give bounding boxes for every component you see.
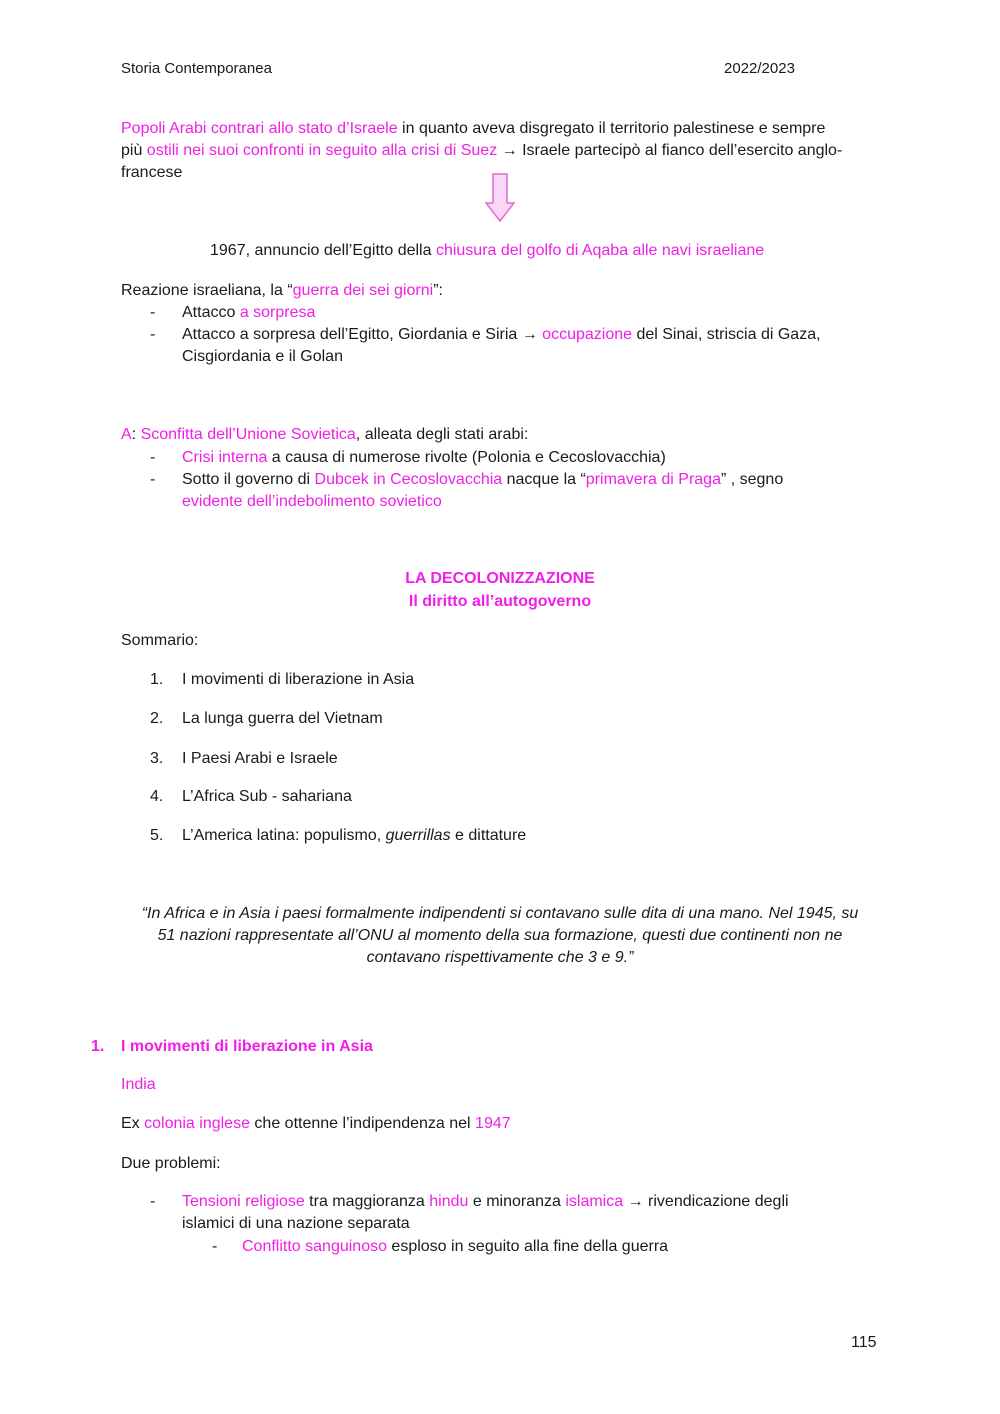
bullet-highlight: Crisi interna (182, 449, 268, 466)
bullet-dash: - (150, 1193, 156, 1210)
quote-text: “In Africa e in Asia i paesi formalmente indipendenti si contavano sulle dita di una mano. Nel 1945, su (141, 905, 859, 922)
summary-item-number: 3. (150, 750, 164, 767)
event-1967-text: 1967, annuncio dell’Egitto della (210, 242, 436, 259)
problem-bullet-1 (182, 1191, 789, 1213)
bullet-text: Sotto il governo di (182, 471, 315, 488)
summary-item (150, 669, 414, 691)
reaction-highlight: guerra dei sei giorni (292, 282, 434, 299)
india-highlight: 1947 (475, 1115, 511, 1132)
reaction-bullet-2-cont: Cisgiordania e il Golan (182, 348, 343, 365)
bullet-highlight: Tensioni religiose (182, 1193, 305, 1210)
page-number: 115 (851, 1334, 877, 1351)
summary-item-text: I movimenti di liberazione in Asia (182, 671, 415, 688)
intro-highlight: ostili nei suoi confronti in seguito alla crisi di Suez (146, 142, 498, 159)
india-paragraph (121, 1113, 511, 1135)
summary-item-number: 5. (150, 827, 164, 844)
bullet-text: ” , segno (720, 471, 784, 488)
header-year: 2022/2023 (724, 60, 795, 77)
soviet-bullet-2 (182, 469, 783, 491)
bullet-highlight: occupazione (542, 326, 633, 343)
bullet-dash: - (212, 1238, 218, 1255)
soviet-highlight: A (121, 426, 132, 443)
soviet-bullet-1 (182, 447, 666, 469)
bullet-highlight: islamica (565, 1193, 624, 1210)
bullet-highlight: Dubcek in Cecoslovacchia (314, 471, 503, 488)
section-title: I movimenti di liberazione in Asia (121, 1038, 373, 1055)
bullet-text: nacque la “ (502, 471, 586, 488)
intro-text: in quanto aveva disgregato il territorio palestinese e sempre (397, 120, 826, 137)
soviet-text: : (131, 426, 141, 443)
summary-item-text: e dittature (450, 827, 527, 844)
quote-line-2 (0, 925, 1000, 947)
intro-text: più (121, 142, 147, 159)
event-1967 (210, 240, 764, 262)
quote-text: contavano rispettivamente che 3 e 9.” (366, 949, 634, 966)
section-subtitle: India (121, 1076, 156, 1093)
quote-line-3 (0, 947, 1000, 969)
bullet-dash: - (150, 326, 156, 343)
summary-label: Sommario: (121, 632, 199, 649)
summary-item-text: La lunga guerra del Vietnam (182, 710, 383, 727)
soviet-heading (121, 424, 528, 446)
quote-line-1 (0, 903, 1000, 925)
reaction-bullet-2 (182, 324, 821, 346)
down-arrow-icon (484, 173, 516, 223)
summary-item-number: 2. (150, 710, 164, 727)
india-text: che ottenne l’indipendenza nel (249, 1115, 476, 1132)
summary-item-text: L’Africa Sub - sahariana (182, 788, 352, 805)
problems-label: Due problemi: (121, 1155, 221, 1172)
summary-item (150, 708, 383, 730)
summary-item-italic: guerrillas (385, 827, 451, 844)
summary-item (150, 825, 526, 847)
event-1967-highlight: chiusura del golfo di Aqaba alle navi israeliane (435, 242, 765, 259)
soviet-bullet-2-cont: evidente dell’indebolimento sovietico (182, 493, 442, 510)
bullet-highlight: primavera di Praga (585, 471, 721, 488)
soviet-text: , alleata degli stati arabi: (355, 426, 529, 443)
bullet-highlight: Conflitto sanguinoso (242, 1238, 387, 1255)
problem-sub-bullet (242, 1236, 668, 1258)
bullet-dash: - (150, 471, 156, 488)
intro-text: → Israele partecipò al fianco dell’esercito anglo- (497, 142, 843, 159)
bullet-text: Attacco (182, 304, 240, 321)
intro-line-2 (121, 140, 842, 162)
bullet-text: Attacco a sorpresa dell’Egitto, Giordania e Siria → (182, 326, 543, 343)
chapter-title: LA DECOLONIZZAZIONE (405, 570, 595, 587)
india-text: Ex (121, 1115, 145, 1132)
reaction-heading (121, 280, 443, 302)
summary-item (150, 748, 338, 770)
intro-line-1 (121, 118, 825, 140)
bullet-dash: - (150, 449, 156, 466)
summary-item-number: 4. (150, 788, 164, 805)
intro-line-3: francese (121, 164, 183, 181)
chapter-subtitle: Il diritto all’autogoverno (408, 593, 592, 610)
quote-text: 51 nazioni rappresentate all’ONU al momento della sua formazione, questi due continenti non ne (157, 927, 843, 944)
reaction-text: Reazione israeliana, la “ (121, 282, 293, 299)
intro-highlight: Popoli Arabi contrari allo stato d’Israele (121, 120, 398, 137)
bullet-highlight: a sorpresa (239, 304, 316, 321)
reaction-bullet-1 (182, 302, 315, 324)
bullet-text: a causa di numerose rivolte (Polonia e Cecoslovacchia) (267, 449, 666, 466)
header-course-title: Storia Contemporanea (121, 60, 272, 77)
bullet-text: e minoranza (468, 1193, 566, 1210)
problem-bullet-1-cont: islamici di una nazione separata (182, 1215, 410, 1232)
summary-item-text: I Paesi Arabi e Israele (182, 750, 338, 767)
summary-item-number: 1. (150, 671, 164, 688)
bullet-text: esploso in seguito alla fine della guerra (386, 1238, 669, 1255)
bullet-highlight: hindu (429, 1193, 469, 1210)
summary-item-text: L’America latina: populismo, (182, 827, 386, 844)
reaction-text: ”: (433, 282, 443, 299)
section-number: 1. (91, 1038, 105, 1055)
bullet-text: tra maggioranza (304, 1193, 430, 1210)
bullet-text: del Sinai, striscia di Gaza, (632, 326, 821, 343)
bullet-dash: - (150, 304, 156, 321)
summary-item (150, 786, 352, 808)
soviet-highlight: Sconfitta dell’Unione Sovietica (140, 426, 356, 443)
bullet-text: → rivendicazione degli (623, 1193, 789, 1210)
india-highlight: colonia inglese (144, 1115, 250, 1132)
